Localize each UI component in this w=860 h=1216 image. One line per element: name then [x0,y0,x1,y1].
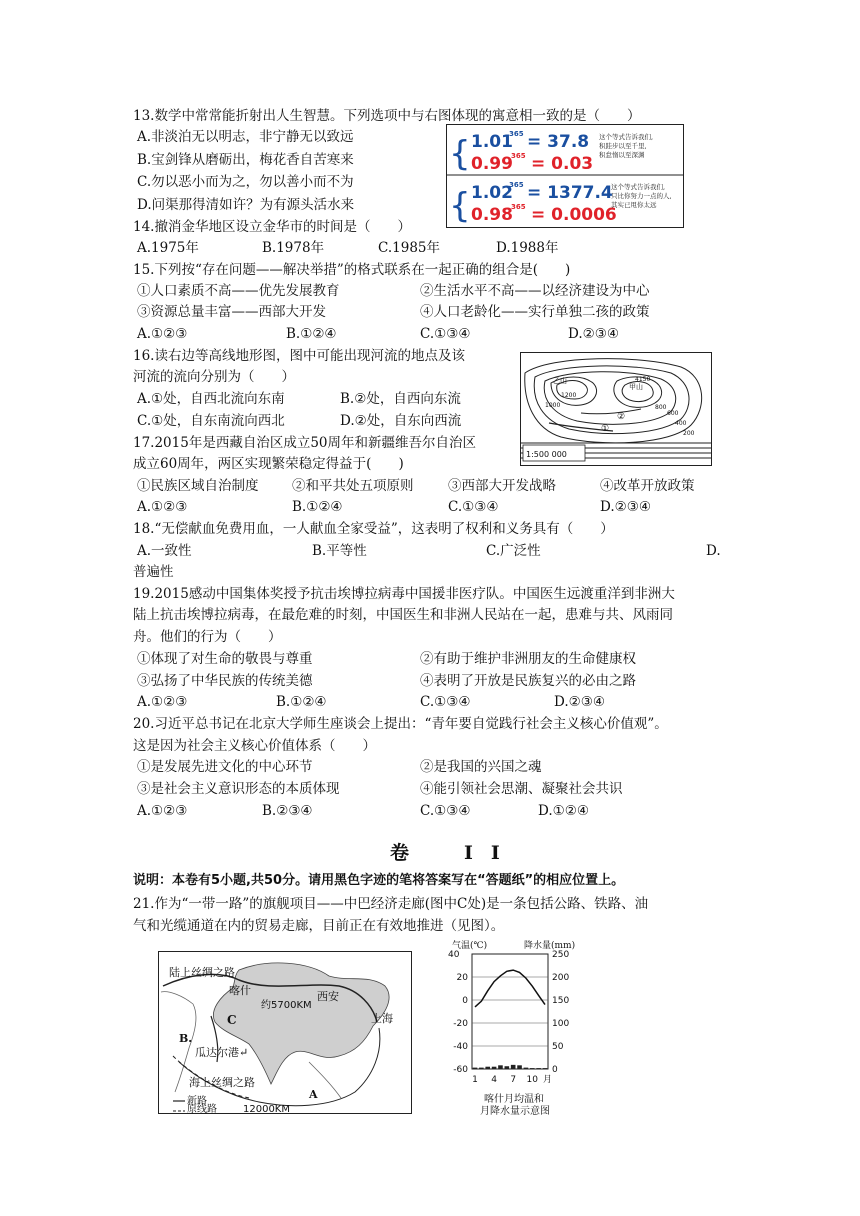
q17-option-b: B.①②④ [292,499,343,515]
q16-option-a: A.①处，自西北流向东南 [137,391,285,407]
belt-road-svg [159,952,411,1113]
q13-equation-figure [446,124,684,228]
eq4-value: = 0.0006 [531,205,617,225]
eq3-value: = 1377.4 [527,183,613,203]
note2-line2: 只比你努力一点的人, [611,192,672,200]
label-c: C [227,1013,237,1027]
q20-option-b: B.②③④ [262,803,313,819]
contour-label-400: 400 [675,420,687,427]
temp-tick-label: 20 [456,973,468,983]
q20-option-c: C.①③④ [420,803,471,819]
q14-option-b: B.1978年 [262,240,325,256]
q17-item-1: ①民族区域自治制度 [137,478,259,494]
q19-stem-3: 舟。他们的行为（ ） [133,629,282,645]
note2-line3: 其实已甩你太远 [611,201,657,209]
month-tick-label: 7 [510,1075,517,1085]
q18-option-d-text: 普遍性 [133,564,174,580]
q16-option-c: C.①处，自东南流向西北 [137,413,285,429]
q18-option-c: C.广泛性 [486,543,541,559]
note1-line3: 积怠惰以至深渊 [599,151,645,159]
q19-option-d: D.②③④ [554,694,605,710]
label-shanghai: 上海 [371,1012,393,1025]
contour-label-800: 800 [655,404,667,411]
temp-tick-label: -60 [453,1065,468,1075]
temperature-line [475,970,545,1007]
q19-item-4: ④表明了开放是民族复兴的必由之路 [420,673,636,689]
q14-option-a: A.1975年 [137,240,199,256]
brace-1: { [449,134,471,174]
note1-line2: 积跬步以至千里, [599,142,647,150]
precip-tick-label: 250 [552,950,570,960]
q19-option-c: C.①③④ [420,694,471,710]
q19-option-b: B.①②④ [276,694,327,710]
label-a: A [309,1088,318,1101]
q16-option-b: B.②处，自西向东流 [340,391,461,407]
q20-stem-2: 这是因为社会主义核心价值体系（ ） [133,738,376,754]
q17-item-4: ④改革开放政策 [600,478,695,494]
peak-1: 乙山 [553,377,567,385]
q13-option-b: B.宝剑锋从磨砺出，梅花香自苦寒来 [137,152,354,168]
q15-item-2: ②生活水平不高——以经济建设为中心 [420,283,650,299]
point-2: ② [617,412,626,422]
eq4-exp: 365 [511,203,526,211]
label-gwadar: 瓜达尔港↵ [195,1046,249,1059]
map-scale: 1:500 000 [526,450,567,459]
precip-bar [485,1067,490,1069]
q15-option-d: D.②③④ [568,326,619,342]
temp-tick-label: -40 [453,1042,468,1052]
note1-line1: 这个等式告诉我们, [599,133,654,141]
point-1: ① [601,424,610,434]
precip-bar [530,1068,535,1069]
q15-option-b: B.①②④ [286,326,337,342]
contour-label-600: 600 [667,410,679,417]
belt-road-map [158,951,412,1114]
q20-item-2: ②是我国的兴国之魂 [420,759,542,775]
label-kashgar: 喀什 [229,984,251,997]
eq2-value: = 0.03 [531,154,594,174]
eq1-base: 1.01 [471,132,513,152]
q18-option-d: D. [706,543,721,559]
temp-tick-label: -20 [453,1019,468,1029]
q17-item-3: ③西部大开发战略 [448,478,556,494]
label-sea-route: 海上丝绸之路 [189,1076,255,1089]
q17-option-a: A.①②③ [137,499,188,515]
q16-stem-2: 河流的流向分别为（ ） [133,369,295,385]
q15-item-1: ①人口素质不高——优先发展教育 [137,283,340,299]
precip-bar [511,1065,516,1069]
month-tick-label: 10 [526,1075,538,1085]
brace-2: { [449,186,471,226]
note2-line1: 这个等式告诉我们, [611,183,666,191]
q14-option-d: D.1988年 [496,240,559,256]
q14-stem: 14.撤消金华地区设立金华市的时间是（ ） [133,219,411,235]
eq1-exp: 365 [509,130,524,138]
precip-tick-label: 100 [552,1019,570,1029]
precip-bar [543,1068,548,1069]
label-land-route: 陆上丝绸之路 [169,966,235,979]
q21-stem-1: 21.作为“一带一路”的旗舰项目——中巴经济走廊(图中C处)是一条包括公路、铁路、油 [133,896,649,912]
q15-item-4: ④人口老龄化——实行单独二孩的政策 [420,304,650,320]
contour-svg [521,353,711,465]
contour-label-200: 200 [683,430,695,437]
q15-item-3: ③资源总量丰富——西部大开发 [137,304,326,320]
part2-instructions: 说明：本卷有5小题,共50分。请用黑色字迹的笔将答案写在“答题纸”的相应位置上。 [133,873,625,888]
legend-old-road: 原线路 [187,1104,217,1113]
eq2-exp: 365 [511,152,526,160]
equation-svg [447,125,683,227]
q20-option-d: D.①②④ [538,803,589,819]
label-distance-1: 约5700KM [261,1000,312,1011]
month-tick-label: 4 [491,1075,497,1085]
climate-svg [440,938,590,1116]
q16-stem-1: 16.读右边等高线地形图，图中可能出现河流的地点及该 [133,348,465,364]
q20-item-3: ③是社会主义意识形态的本质体现 [137,781,340,797]
q19-item-3: ③弘扬了中华民族的传统美德 [137,673,313,689]
precip-bar [473,1068,478,1069]
legend-new-road: 新路 [187,1096,207,1107]
temp-tick-40: 40 [448,950,460,960]
q15-stem: 15.下列按“存在问题——解决举措”的格式联系在一起正确的组合是( ) [133,262,571,278]
label-distance-2: 12000KM [243,1104,290,1113]
temp-axis-label: 气温(℃) [452,941,488,951]
q17-item-2: ②和平共处五项原则 [292,478,414,494]
contour-label-4150: 4150 [635,376,651,383]
precip-bar [524,1068,529,1069]
kashgar-climate-chart [440,938,590,1116]
month-tick-label: 月 [543,1075,553,1085]
q13-option-d: D.问渠那得清如许？为有源头活水来 [137,197,355,213]
precip-bar [479,1068,484,1069]
q20-item-1: ①是发展先进文化的中心环节 [137,759,313,775]
precip-tick-label: 50 [552,1042,564,1052]
eq3-base: 1.02 [471,183,513,203]
q17-option-d: D.②③④ [600,499,651,515]
q16-option-d: D.②处，自东向西流 [340,413,462,429]
q18-option-b: B.平等性 [312,543,367,559]
q13-option-a: A.非淡泊无以明志，非宁静无以致远 [137,129,354,145]
eq3-exp: 365 [509,181,524,189]
precip-tick-label: 200 [552,973,570,983]
q19-option-a: A.①②③ [137,694,188,710]
eq4-base: 0.98 [471,205,513,225]
contour-label-1200: 1200 [561,392,577,399]
q19-stem-1: 19.2015感动中国集体奖授予抗击埃博拉病毒中国援非医疗队。中国医生远渡重洋到非洲大 [133,586,675,602]
q19-item-1: ①体现了对生命的敬畏与尊重 [137,651,313,667]
q20-stem-1: 20.习近平总书记在北京大学师生座谈会上提出：“青年要自觉践行社会主义核心价值观”。 [133,716,668,732]
contour-label-1000: 1000 [545,402,561,409]
precip-axis-label: 降水量(mm) [524,941,576,951]
label-b: B. [179,1032,193,1045]
contour-map [520,352,712,466]
q18-stem: 18.“无偿献血免费用血，一人献血全家受益”，这表明了权利和义务具有（ ） [133,521,614,537]
q19-stem-2: 陆上抗击埃博拉病毒，在最危难的时刻，中国医生和非洲人民站在一起，患难与共、风雨同 [133,607,673,623]
q15-option-a: A.①②③ [137,326,188,342]
q20-option-a: A.①②③ [137,803,188,819]
precip-bar [517,1065,522,1069]
q18-option-a: A.一致性 [137,543,192,559]
q17-option-c: C.①③④ [448,499,499,515]
eq1-value: = 37.8 [527,132,590,152]
q20-item-4: ④能引领社会思潮、凝聚社会共识 [420,781,623,797]
precip-bar [498,1065,503,1069]
precip-tick-label: 0 [552,1065,558,1075]
precip-bar [492,1067,497,1069]
q13-stem: 13.数学中常常能折射出人生智慧。下列选项中与右图体现的寓意相一致的是（ ） [133,108,641,124]
precip-tick-label: 150 [552,996,570,1006]
precip-bar [505,1066,510,1069]
q13-option-c: C.勿以恶小而为之，勿以善小而不为 [137,174,354,190]
q15-option-c: C.①③④ [420,326,471,342]
month-tick-label: 1 [472,1075,478,1085]
precip-bar [536,1068,541,1069]
part2-heading: 卷 II [390,842,518,864]
q21-stem-2: 气和光缆通道在内的贸易走廊，目前正在有效地推进（见图）。 [133,918,505,934]
eq2-base: 0.99 [471,154,513,174]
chart-caption-1: 喀什月均温和 [484,1094,544,1105]
q17-stem-2: 成立60周年，两区实现繁荣稳定得益于( ) [133,456,404,472]
temp-tick-label: 0 [462,996,468,1006]
chart-caption-2: 月降水量示意图 [480,1106,550,1116]
q14-option-c: C.1985年 [378,240,440,256]
peak-2: 甲山 [629,383,643,391]
label-xian: 西安 [317,990,339,1003]
q19-item-2: ②有助于维护非洲朋友的生命健康权 [420,651,636,667]
q17-stem-1: 17.2015年是西藏自治区成立50周年和新疆维吾尔自治区 [133,435,477,451]
